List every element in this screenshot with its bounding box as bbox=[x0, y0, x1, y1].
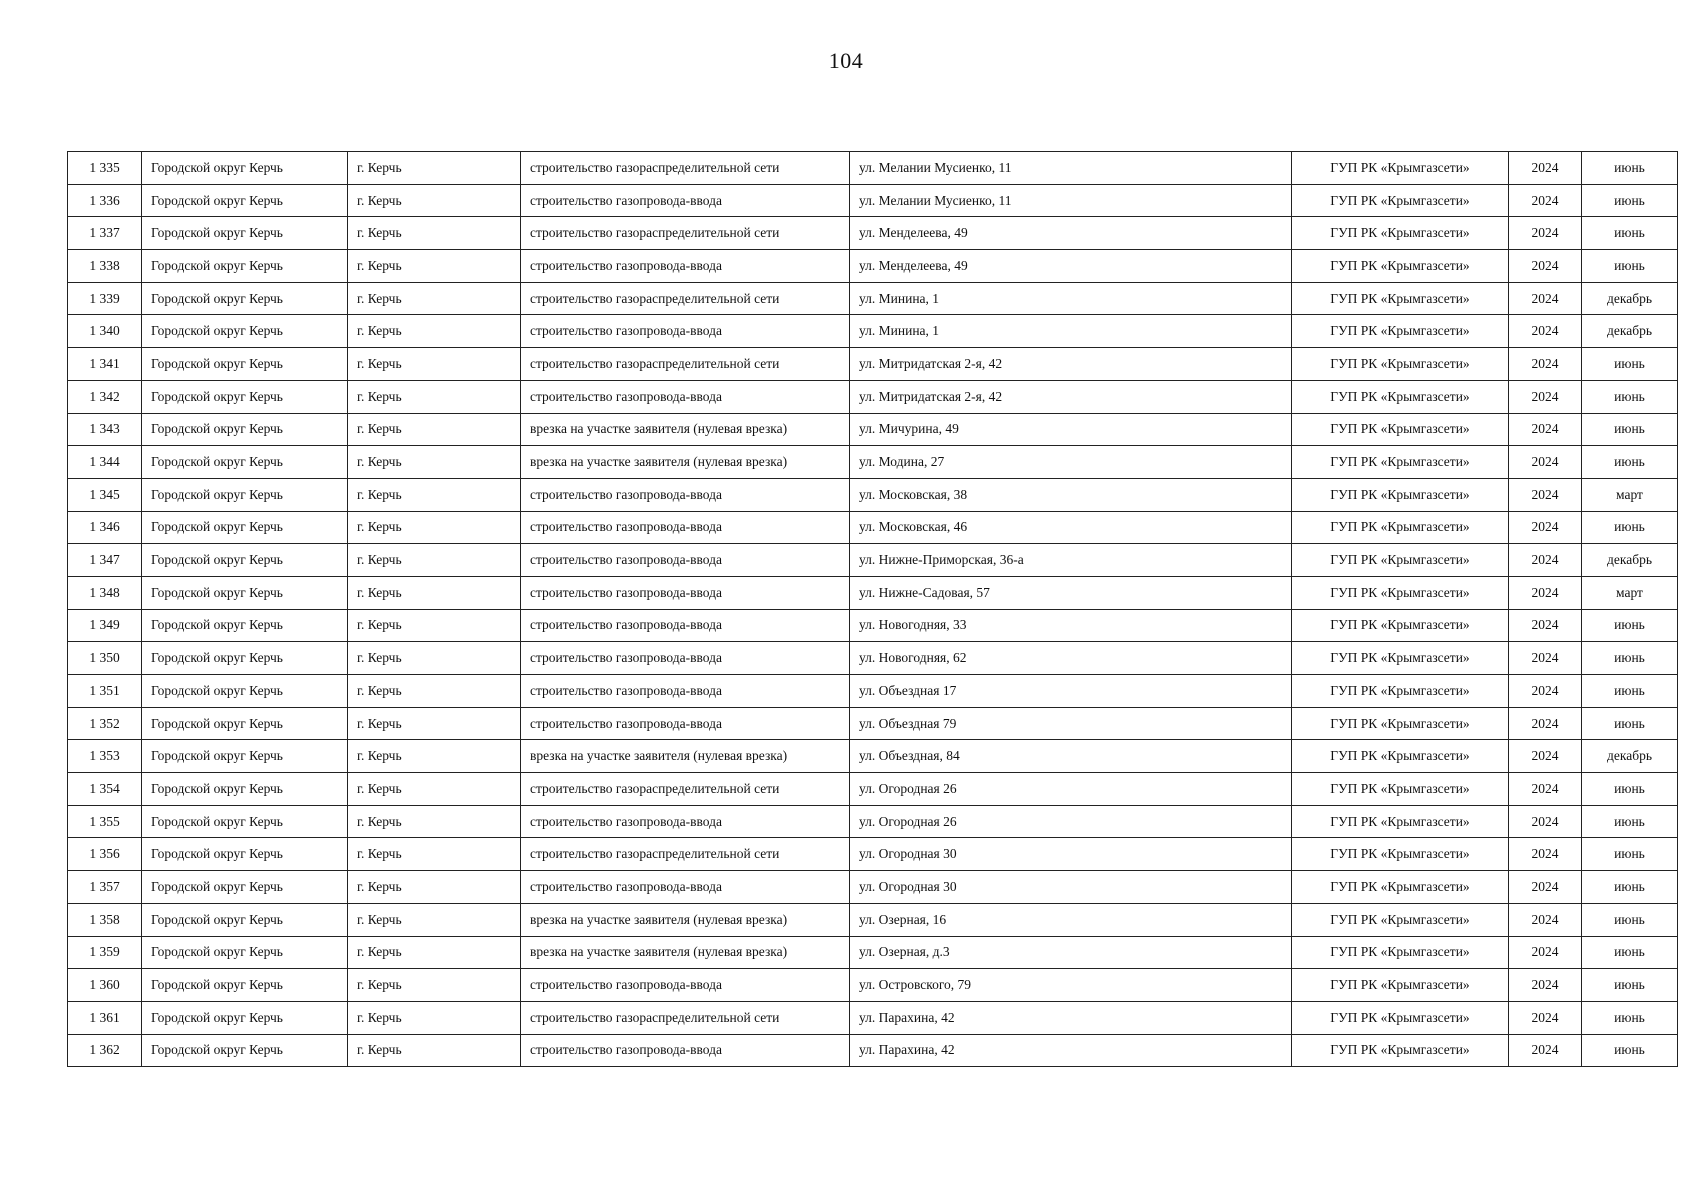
table-row bbox=[68, 1001, 1678, 1034]
address-cell: ул. Мелании Мусиенко, 11 bbox=[850, 184, 1292, 217]
row-number: 1 355 bbox=[68, 805, 142, 838]
row-number: 1 360 bbox=[68, 969, 142, 1002]
address-cell: ул. Минина, 1 bbox=[850, 282, 1292, 315]
organization-cell: ГУП РК «Крымгазсети» bbox=[1292, 576, 1509, 609]
organization-cell: ГУП РК «Крымгазсети» bbox=[1292, 315, 1509, 348]
organization-cell: ГУП РК «Крымгазсети» bbox=[1292, 1001, 1509, 1034]
address-cell: ул. Островского, 79 bbox=[850, 969, 1292, 1002]
city-cell: г. Керчь bbox=[348, 184, 521, 217]
address-cell: ул. Нижне-Приморская, 36-а bbox=[850, 544, 1292, 577]
district-cell: Городской округ Керчь bbox=[142, 805, 348, 838]
table-row bbox=[68, 707, 1678, 740]
year-cell: 2024 bbox=[1509, 315, 1582, 348]
city-cell: г. Керчь bbox=[348, 903, 521, 936]
address-cell: ул. Митридатская 2-я, 42 bbox=[850, 380, 1292, 413]
district-cell: Городской округ Керчь bbox=[142, 1034, 348, 1067]
work-type-cell: строительство газопровода-ввода bbox=[521, 707, 850, 740]
month-cell: июнь bbox=[1582, 642, 1678, 675]
table-row bbox=[68, 511, 1678, 544]
address-cell: ул. Мичурина, 49 bbox=[850, 413, 1292, 446]
district-cell: Городской округ Керчь bbox=[142, 446, 348, 479]
row-number: 1 340 bbox=[68, 315, 142, 348]
district-cell: Городской округ Керчь bbox=[142, 511, 348, 544]
work-type-cell: строительство газопровода-ввода bbox=[521, 871, 850, 904]
year-cell: 2024 bbox=[1509, 511, 1582, 544]
work-type-cell: строительство газопровода-ввода bbox=[521, 544, 850, 577]
work-type-cell: строительство газораспределительной сети bbox=[521, 282, 850, 315]
work-type-cell: врезка на участке заявителя (нулевая врезка) bbox=[521, 903, 850, 936]
table-row bbox=[68, 282, 1678, 315]
table-row bbox=[68, 969, 1678, 1002]
work-type-cell: строительство газопровода-ввода bbox=[521, 576, 850, 609]
work-type-cell: строительство газораспределительной сети bbox=[521, 1001, 850, 1034]
year-cell: 2024 bbox=[1509, 838, 1582, 871]
year-cell: 2024 bbox=[1509, 773, 1582, 806]
city-cell: г. Керчь bbox=[348, 380, 521, 413]
district-cell: Городской округ Керчь bbox=[142, 184, 348, 217]
month-cell: декабрь bbox=[1582, 315, 1678, 348]
table-row bbox=[68, 184, 1678, 217]
year-cell: 2024 bbox=[1509, 969, 1582, 1002]
row-number: 1 344 bbox=[68, 446, 142, 479]
table-row bbox=[68, 675, 1678, 708]
city-cell: г. Керчь bbox=[348, 936, 521, 969]
month-cell: июнь bbox=[1582, 969, 1678, 1002]
district-cell: Городской округ Керчь bbox=[142, 544, 348, 577]
month-cell: июнь bbox=[1582, 707, 1678, 740]
row-number: 1 347 bbox=[68, 544, 142, 577]
address-cell: ул. Менделеева, 49 bbox=[850, 250, 1292, 283]
organization-cell: ГУП РК «Крымгазсети» bbox=[1292, 707, 1509, 740]
month-cell: июнь bbox=[1582, 1001, 1678, 1034]
row-number: 1 341 bbox=[68, 348, 142, 381]
district-cell: Городской округ Керчь bbox=[142, 282, 348, 315]
district-cell: Городской округ Керчь bbox=[142, 642, 348, 675]
work-type-cell: строительство газопровода-ввода bbox=[521, 478, 850, 511]
row-number: 1 358 bbox=[68, 903, 142, 936]
row-number: 1 352 bbox=[68, 707, 142, 740]
work-type-cell: врезка на участке заявителя (нулевая врезка) bbox=[521, 740, 850, 773]
registry-table bbox=[67, 151, 1678, 1067]
address-cell: ул. Парахина, 42 bbox=[850, 1001, 1292, 1034]
registry-rows bbox=[68, 152, 1678, 1067]
organization-cell: ГУП РК «Крымгазсети» bbox=[1292, 1034, 1509, 1067]
row-number: 1 342 bbox=[68, 380, 142, 413]
city-cell: г. Керчь bbox=[348, 250, 521, 283]
city-cell: г. Керчь bbox=[348, 1034, 521, 1067]
year-cell: 2024 bbox=[1509, 217, 1582, 250]
city-cell: г. Керчь bbox=[348, 413, 521, 446]
year-cell: 2024 bbox=[1509, 152, 1582, 185]
organization-cell: ГУП РК «Крымгазсети» bbox=[1292, 871, 1509, 904]
row-number: 1 335 bbox=[68, 152, 142, 185]
city-cell: г. Керчь bbox=[348, 446, 521, 479]
organization-cell: ГУП РК «Крымгазсети» bbox=[1292, 217, 1509, 250]
address-cell: ул. Озерная, 16 bbox=[850, 903, 1292, 936]
address-cell: ул. Минина, 1 bbox=[850, 315, 1292, 348]
work-type-cell: строительство газораспределительной сети bbox=[521, 838, 850, 871]
address-cell: ул. Новогодняя, 62 bbox=[850, 642, 1292, 675]
organization-cell: ГУП РК «Крымгазсети» bbox=[1292, 348, 1509, 381]
month-cell: декабрь bbox=[1582, 740, 1678, 773]
district-cell: Городской округ Керчь bbox=[142, 903, 348, 936]
row-number: 1 349 bbox=[68, 609, 142, 642]
month-cell: июнь bbox=[1582, 184, 1678, 217]
organization-cell: ГУП РК «Крымгазсети» bbox=[1292, 250, 1509, 283]
district-cell: Городской округ Керчь bbox=[142, 609, 348, 642]
work-type-cell: строительство газопровода-ввода bbox=[521, 315, 850, 348]
city-cell: г. Керчь bbox=[348, 217, 521, 250]
city-cell: г. Керчь bbox=[348, 871, 521, 904]
year-cell: 2024 bbox=[1509, 544, 1582, 577]
city-cell: г. Керчь bbox=[348, 773, 521, 806]
row-number: 1 357 bbox=[68, 871, 142, 904]
organization-cell: ГУП РК «Крымгазсети» bbox=[1292, 282, 1509, 315]
table-row bbox=[68, 152, 1678, 185]
district-cell: Городской округ Керчь bbox=[142, 871, 348, 904]
table-row bbox=[68, 609, 1678, 642]
organization-cell: ГУП РК «Крымгазсети» bbox=[1292, 511, 1509, 544]
table-row bbox=[68, 576, 1678, 609]
table-row bbox=[68, 315, 1678, 348]
address-cell: ул. Нижне-Садовая, 57 bbox=[850, 576, 1292, 609]
address-cell: ул. Московская, 38 bbox=[850, 478, 1292, 511]
organization-cell: ГУП РК «Крымгазсети» bbox=[1292, 675, 1509, 708]
table-row bbox=[68, 740, 1678, 773]
work-type-cell: строительство газопровода-ввода bbox=[521, 380, 850, 413]
district-cell: Городской округ Керчь bbox=[142, 740, 348, 773]
organization-cell: ГУП РК «Крымгазсети» bbox=[1292, 903, 1509, 936]
organization-cell: ГУП РК «Крымгазсети» bbox=[1292, 740, 1509, 773]
table-row bbox=[68, 1034, 1678, 1067]
year-cell: 2024 bbox=[1509, 184, 1582, 217]
table-row bbox=[68, 446, 1678, 479]
address-cell: ул. Объездная, 84 bbox=[850, 740, 1292, 773]
work-type-cell: строительство газопровода-ввода bbox=[521, 184, 850, 217]
district-cell: Городской округ Керчь bbox=[142, 576, 348, 609]
work-type-cell: строительство газопровода-ввода bbox=[521, 250, 850, 283]
row-number: 1 336 bbox=[68, 184, 142, 217]
year-cell: 2024 bbox=[1509, 805, 1582, 838]
organization-cell: ГУП РК «Крымгазсети» bbox=[1292, 544, 1509, 577]
work-type-cell: строительство газопровода-ввода bbox=[521, 969, 850, 1002]
city-cell: г. Керчь bbox=[348, 740, 521, 773]
city-cell: г. Керчь bbox=[348, 348, 521, 381]
month-cell: июнь bbox=[1582, 903, 1678, 936]
district-cell: Городской округ Керчь bbox=[142, 315, 348, 348]
month-cell: июнь bbox=[1582, 380, 1678, 413]
organization-cell: ГУП РК «Крымгазсети» bbox=[1292, 936, 1509, 969]
month-cell: июнь bbox=[1582, 675, 1678, 708]
district-cell: Городской округ Керчь bbox=[142, 969, 348, 1002]
year-cell: 2024 bbox=[1509, 936, 1582, 969]
city-cell: г. Керчь bbox=[348, 805, 521, 838]
row-number: 1 339 bbox=[68, 282, 142, 315]
address-cell: ул. Модина, 27 bbox=[850, 446, 1292, 479]
month-cell: июнь bbox=[1582, 936, 1678, 969]
city-cell: г. Керчь bbox=[348, 511, 521, 544]
city-cell: г. Керчь bbox=[348, 707, 521, 740]
address-cell: ул. Огородная 30 bbox=[850, 838, 1292, 871]
work-type-cell: врезка на участке заявителя (нулевая врезка) bbox=[521, 936, 850, 969]
table-row bbox=[68, 936, 1678, 969]
address-cell: ул. Объездная 79 bbox=[850, 707, 1292, 740]
district-cell: Городской округ Керчь bbox=[142, 217, 348, 250]
district-cell: Городской округ Керчь bbox=[142, 675, 348, 708]
row-number: 1 338 bbox=[68, 250, 142, 283]
month-cell: март bbox=[1582, 478, 1678, 511]
year-cell: 2024 bbox=[1509, 642, 1582, 675]
year-cell: 2024 bbox=[1509, 576, 1582, 609]
district-cell: Городской округ Керчь bbox=[142, 348, 348, 381]
city-cell: г. Керчь bbox=[348, 1001, 521, 1034]
row-number: 1 346 bbox=[68, 511, 142, 544]
district-cell: Городской округ Керчь bbox=[142, 1001, 348, 1034]
month-cell: июнь bbox=[1582, 1034, 1678, 1067]
district-cell: Городской округ Керчь bbox=[142, 250, 348, 283]
year-cell: 2024 bbox=[1509, 675, 1582, 708]
district-cell: Городской округ Керчь bbox=[142, 936, 348, 969]
city-cell: г. Керчь bbox=[348, 315, 521, 348]
year-cell: 2024 bbox=[1509, 609, 1582, 642]
organization-cell: ГУП РК «Крымгазсети» bbox=[1292, 642, 1509, 675]
district-cell: Городской округ Керчь bbox=[142, 478, 348, 511]
district-cell: Городской округ Керчь bbox=[142, 152, 348, 185]
year-cell: 2024 bbox=[1509, 348, 1582, 381]
organization-cell: ГУП РК «Крымгазсети» bbox=[1292, 609, 1509, 642]
organization-cell: ГУП РК «Крымгазсети» bbox=[1292, 152, 1509, 185]
work-type-cell: строительство газопровода-ввода bbox=[521, 609, 850, 642]
organization-cell: ГУП РК «Крымгазсети» bbox=[1292, 838, 1509, 871]
city-cell: г. Керчь bbox=[348, 544, 521, 577]
organization-cell: ГУП РК «Крымгазсети» bbox=[1292, 805, 1509, 838]
row-number: 1 351 bbox=[68, 675, 142, 708]
row-number: 1 348 bbox=[68, 576, 142, 609]
address-cell: ул. Парахина, 42 bbox=[850, 1034, 1292, 1067]
row-number: 1 353 bbox=[68, 740, 142, 773]
address-cell: ул. Новогодняя, 33 bbox=[850, 609, 1292, 642]
work-type-cell: врезка на участке заявителя (нулевая врезка) bbox=[521, 413, 850, 446]
city-cell: г. Керчь bbox=[348, 152, 521, 185]
table-row bbox=[68, 805, 1678, 838]
table-row bbox=[68, 871, 1678, 904]
year-cell: 2024 bbox=[1509, 380, 1582, 413]
work-type-cell: строительство газораспределительной сети bbox=[521, 348, 850, 381]
work-type-cell: строительство газопровода-ввода bbox=[521, 511, 850, 544]
organization-cell: ГУП РК «Крымгазсети» bbox=[1292, 380, 1509, 413]
table-row bbox=[68, 544, 1678, 577]
table-row bbox=[68, 380, 1678, 413]
year-cell: 2024 bbox=[1509, 1034, 1582, 1067]
month-cell: июнь bbox=[1582, 217, 1678, 250]
month-cell: июнь bbox=[1582, 348, 1678, 381]
city-cell: г. Керчь bbox=[348, 838, 521, 871]
month-cell: июнь bbox=[1582, 773, 1678, 806]
work-type-cell: строительство газораспределительной сети bbox=[521, 773, 850, 806]
organization-cell: ГУП РК «Крымгазсети» bbox=[1292, 969, 1509, 1002]
organization-cell: ГУП РК «Крымгазсети» bbox=[1292, 478, 1509, 511]
city-cell: г. Керчь bbox=[348, 576, 521, 609]
row-number: 1 354 bbox=[68, 773, 142, 806]
month-cell: июнь bbox=[1582, 250, 1678, 283]
district-cell: Городской округ Керчь bbox=[142, 838, 348, 871]
month-cell: июнь bbox=[1582, 511, 1678, 544]
row-number: 1 361 bbox=[68, 1001, 142, 1034]
row-number: 1 362 bbox=[68, 1034, 142, 1067]
year-cell: 2024 bbox=[1509, 478, 1582, 511]
row-number: 1 343 bbox=[68, 413, 142, 446]
row-number: 1 350 bbox=[68, 642, 142, 675]
year-cell: 2024 bbox=[1509, 413, 1582, 446]
address-cell: ул. Огородная 30 bbox=[850, 871, 1292, 904]
year-cell: 2024 bbox=[1509, 707, 1582, 740]
year-cell: 2024 bbox=[1509, 871, 1582, 904]
table-row bbox=[68, 773, 1678, 806]
table-row bbox=[68, 413, 1678, 446]
address-cell: ул. Огородная 26 bbox=[850, 805, 1292, 838]
organization-cell: ГУП РК «Крымгазсети» bbox=[1292, 184, 1509, 217]
table-row bbox=[68, 838, 1678, 871]
city-cell: г. Керчь bbox=[348, 282, 521, 315]
month-cell: декабрь bbox=[1582, 282, 1678, 315]
year-cell: 2024 bbox=[1509, 250, 1582, 283]
month-cell: июнь bbox=[1582, 446, 1678, 479]
table-row bbox=[68, 642, 1678, 675]
year-cell: 2024 bbox=[1509, 740, 1582, 773]
page-number: 104 bbox=[828, 48, 864, 73]
district-cell: Городской округ Керчь bbox=[142, 773, 348, 806]
work-type-cell: строительство газопровода-ввода bbox=[521, 1034, 850, 1067]
city-cell: г. Керчь bbox=[348, 642, 521, 675]
city-cell: г. Керчь bbox=[348, 609, 521, 642]
year-cell: 2024 bbox=[1509, 903, 1582, 936]
district-cell: Городской округ Керчь bbox=[142, 413, 348, 446]
table-row bbox=[68, 217, 1678, 250]
work-type-cell: строительство газораспределительной сети bbox=[521, 152, 850, 185]
address-cell: ул. Огородная 26 bbox=[850, 773, 1292, 806]
table-row bbox=[68, 478, 1678, 511]
month-cell: март bbox=[1582, 576, 1678, 609]
year-cell: 2024 bbox=[1509, 446, 1582, 479]
table-row bbox=[68, 348, 1678, 381]
address-cell: ул. Менделеева, 49 bbox=[850, 217, 1292, 250]
address-cell: ул. Озерная, д.3 bbox=[850, 936, 1292, 969]
work-type-cell: врезка на участке заявителя (нулевая врезка) bbox=[521, 446, 850, 479]
city-cell: г. Керчь bbox=[348, 478, 521, 511]
district-cell: Городской округ Керчь bbox=[142, 707, 348, 740]
year-cell: 2024 bbox=[1509, 1001, 1582, 1034]
year-cell: 2024 bbox=[1509, 282, 1582, 315]
month-cell: декабрь bbox=[1582, 544, 1678, 577]
work-type-cell: строительство газораспределительной сети bbox=[521, 217, 850, 250]
address-cell: ул. Митридатская 2-я, 42 bbox=[850, 348, 1292, 381]
address-cell: ул. Объездная 17 bbox=[850, 675, 1292, 708]
table-row bbox=[68, 250, 1678, 283]
month-cell: июнь bbox=[1582, 609, 1678, 642]
row-number: 1 337 bbox=[68, 217, 142, 250]
row-number: 1 356 bbox=[68, 838, 142, 871]
address-cell: ул. Мелании Мусиенко, 11 bbox=[850, 152, 1292, 185]
row-number: 1 345 bbox=[68, 478, 142, 511]
city-cell: г. Керчь bbox=[348, 969, 521, 1002]
work-type-cell: строительство газопровода-ввода bbox=[521, 805, 850, 838]
organization-cell: ГУП РК «Крымгазсети» bbox=[1292, 773, 1509, 806]
month-cell: июнь bbox=[1582, 413, 1678, 446]
month-cell: июнь bbox=[1582, 805, 1678, 838]
district-cell: Городской округ Керчь bbox=[142, 380, 348, 413]
address-cell: ул. Московская, 46 bbox=[850, 511, 1292, 544]
organization-cell: ГУП РК «Крымгазсети» bbox=[1292, 413, 1509, 446]
organization-cell: ГУП РК «Крымгазсети» bbox=[1292, 446, 1509, 479]
table-row bbox=[68, 903, 1678, 936]
work-type-cell: строительство газопровода-ввода bbox=[521, 675, 850, 708]
city-cell: г. Керчь bbox=[348, 675, 521, 708]
month-cell: июнь bbox=[1582, 871, 1678, 904]
month-cell: июнь bbox=[1582, 152, 1678, 185]
row-number: 1 359 bbox=[68, 936, 142, 969]
month-cell: июнь bbox=[1582, 838, 1678, 871]
work-type-cell: строительство газопровода-ввода bbox=[521, 642, 850, 675]
